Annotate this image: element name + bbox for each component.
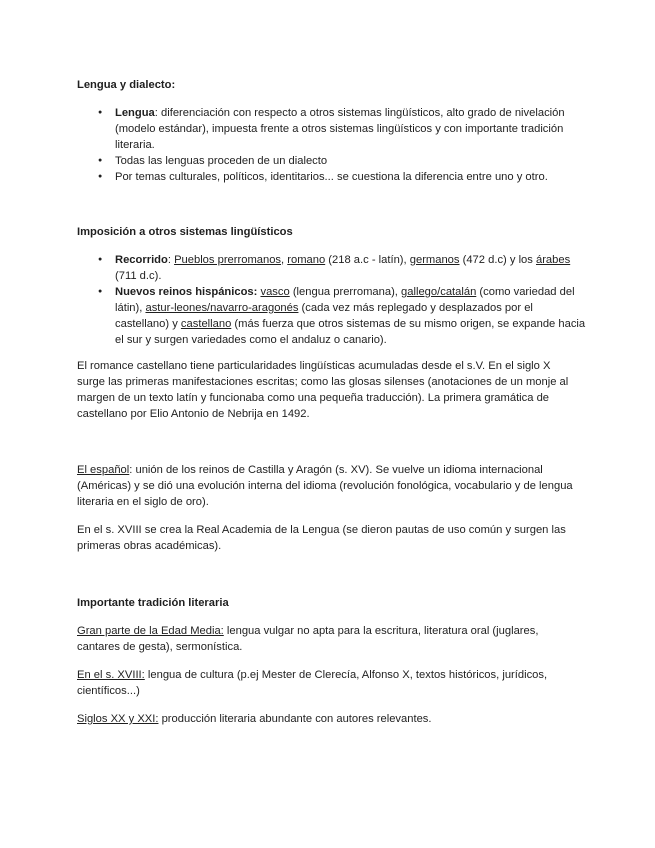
- text-fragment: (218 a.c - latín),: [325, 254, 410, 266]
- text-fragment: ,: [281, 254, 288, 266]
- text-fragment: lengua vulgar no apta para la escritura, literatura oral (juglares, cantares de gesta), sermonística.: [77, 625, 539, 653]
- underlined-term: Pueblos prerromanos: [174, 254, 282, 266]
- list-item-recorrido: [77, 252, 587, 284]
- underlined-term: El español: [77, 464, 130, 476]
- underlined-term: gallego/catalán: [401, 286, 477, 298]
- paragraph-romance-castellano: El romance castellano tiene particularidades lingüísticas acumuladas desde el s.V. En el siglo X surge las primeras manifestaciones escritas; como las glosas silenses (anotaciones de un monje al margen de un texto latín y funcionaba como una pequeña traducción). La primera gramática de castellano por Elio Antonio de Nebrija en 1492.: [77, 360, 569, 420]
- list-imposicion: [77, 252, 587, 348]
- list-item-nuevos-reinos: [77, 284, 587, 348]
- text-fragment: :: [167, 254, 175, 266]
- paragraph-siglo-xviii: [77, 667, 577, 699]
- text-fragment: lengua de cultura (p.ej Mester de Clerecía, Alfonso X, textos históricos, jurídicos, científicos...): [77, 669, 548, 697]
- term-recorrido: Recorrido: [115, 254, 168, 266]
- text-fragment: (lengua prerromana),: [289, 286, 402, 298]
- underlined-term: romano: [287, 254, 326, 266]
- text-fragment: producción literaria abundante con autores relevantes.: [158, 713, 432, 725]
- text-fragment: (472 d.c) y los: [459, 254, 536, 266]
- term-nuevos-reinos: Nuevos reinos hispánicos:: [115, 286, 258, 298]
- term-lengua: Lengua: [115, 107, 155, 119]
- paragraph-el-espanol: [77, 462, 577, 510]
- list-item: [77, 105, 587, 153]
- underlined-term: astur-leones/navarro-aragonés: [145, 302, 299, 314]
- text-fragment: : unión de los reinos de Castilla y Aragón (s. XV). Se vuelve un idioma internacional (Américas) y se dió una evolución interna del idioma (revolución fonológica, vocabulario y de lengua literaria en el siglo de oro).: [77, 464, 573, 508]
- underlined-term: Siglos XX y XXI:: [77, 713, 159, 725]
- item-text: Por temas culturales, políticos, identitarios... se cuestiona la diferencia entre uno y otro.: [115, 171, 548, 183]
- text-fragment: (711 d.c).: [115, 270, 162, 282]
- heading-lengua-dialecto: Lengua y dialecto:: [77, 79, 176, 91]
- paragraph-real-academia: En el s. XVIII se crea la Real Academia de la Lengua (se dieron pautas de uso común y surgen las primeras obras académicas).: [77, 524, 566, 552]
- list-item: [77, 153, 587, 169]
- underlined-term: germanos: [409, 254, 460, 266]
- list-item: [77, 169, 587, 185]
- underlined-term: castellano: [180, 318, 232, 330]
- list-lengua-dialecto: [77, 105, 587, 185]
- text-fragment: (como variedad del látin),: [115, 286, 575, 314]
- item-text: : diferenciación con respecto a otros sistemas lingüísticos, alto grado de nivelación (modelo estándar), impuesta frente a otros sistemas lingüísticos y con importante tradición literaria.: [115, 107, 565, 151]
- underlined-term: árabes: [535, 254, 571, 266]
- heading-imposicion: Imposición a otros sistemas lingüísticos: [77, 226, 293, 238]
- underlined-term: vasco: [260, 286, 290, 298]
- text-fragment: (cada vez más replegado y desplazados por el castellano) y: [115, 302, 533, 330]
- underlined-term: Gran parte de la Edad Media:: [77, 625, 224, 637]
- paragraph-siglos-xx-xxi: [77, 711, 577, 727]
- paragraph-edad-media: [77, 623, 577, 655]
- heading-tradicion-literaria: Importante tradición literaria: [77, 597, 229, 609]
- item-text: Todas las lenguas proceden de un dialecto: [115, 155, 328, 167]
- text-fragment: (más fuerza que otros sistemas de su mismo origen, se expande hacia el sur y surgen variedades como el andaluz o canario).: [115, 318, 586, 346]
- underlined-term: En el s. XVIII:: [77, 669, 145, 681]
